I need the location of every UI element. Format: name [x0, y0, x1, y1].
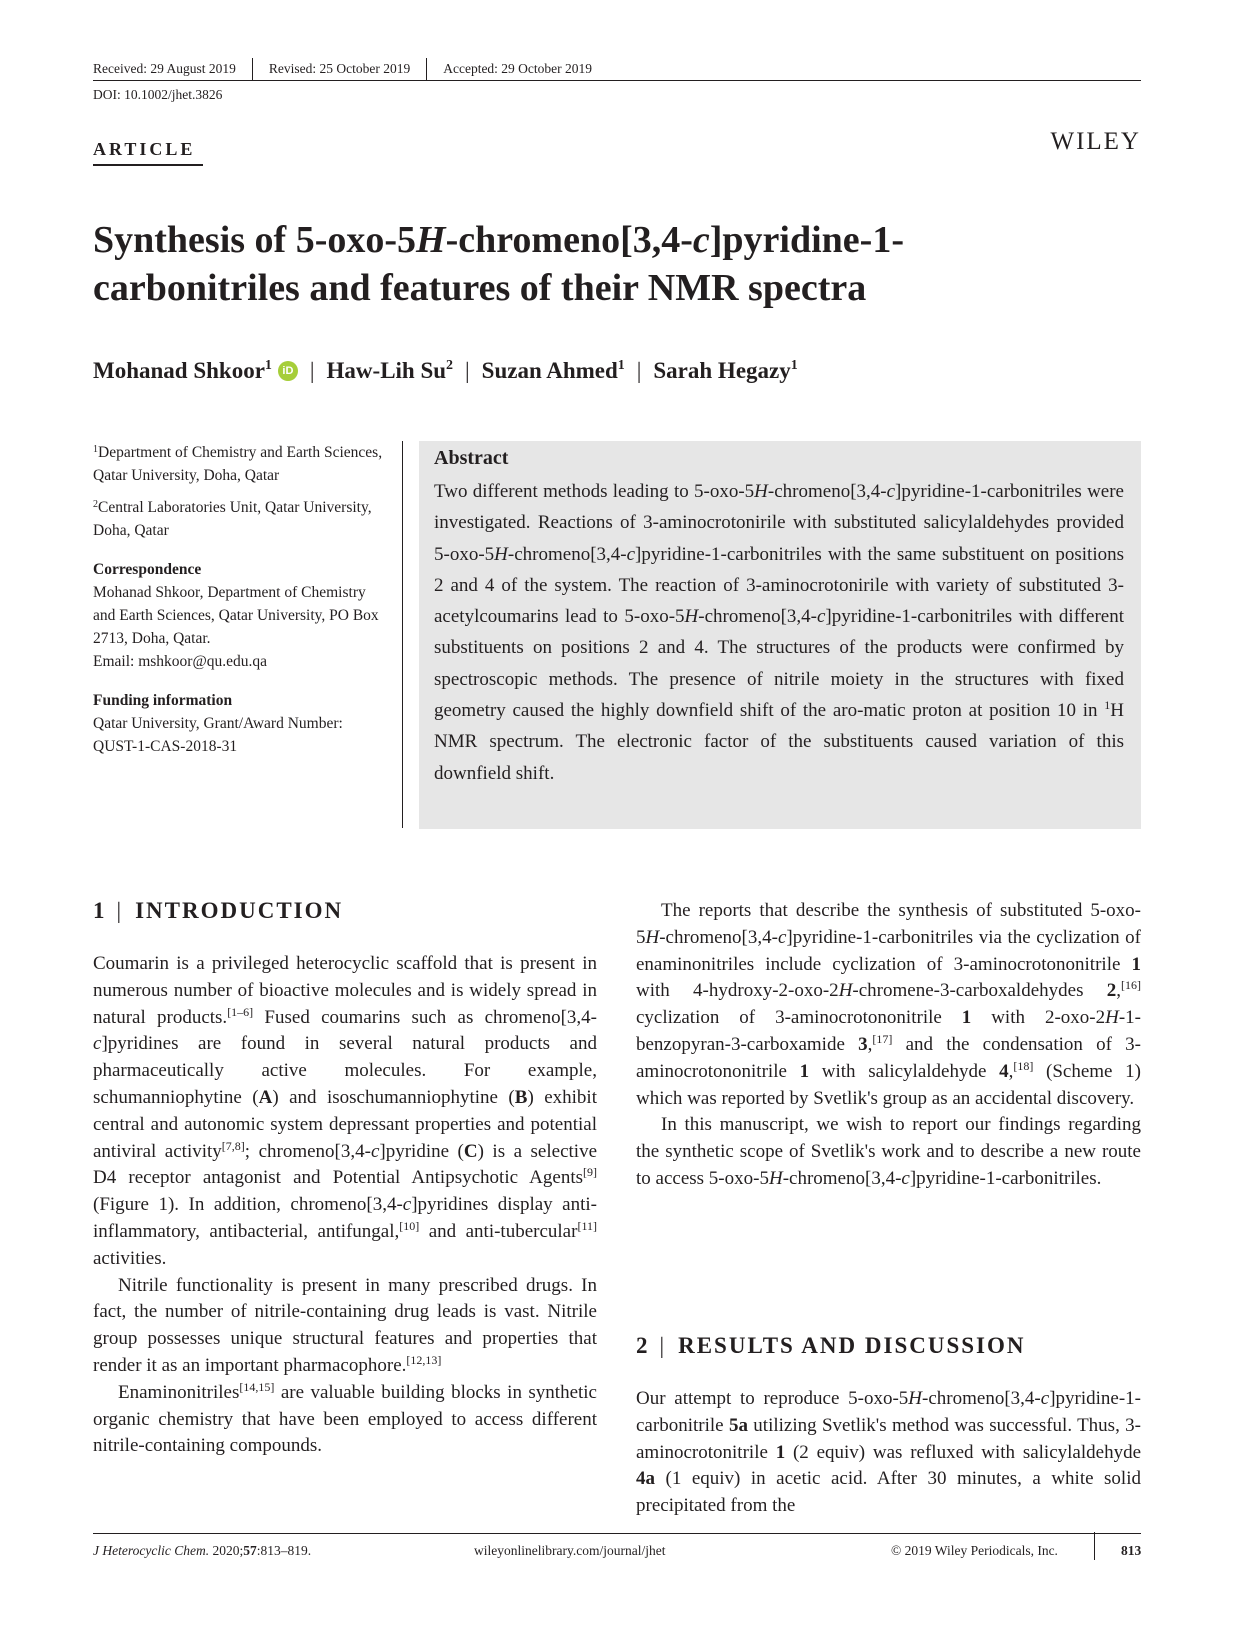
publisher-logo: WILEY [1050, 128, 1141, 155]
section-heading-results: 2 | RESULTS AND DISCUSSION [636, 1333, 1026, 1358]
author[interactable]: Mohanad Shkoor$^1$ [93, 358, 272, 383]
paragraph: Nitrile functionality is present in many prescribed drugs. In fact, the number of nitrile-containing drug leads is vast. Nitrile group possesses unique structural features and properties that render it as an important pharmacophore.[12,13] [93, 1274, 597, 1376]
received-date: Received: 29 August 2019 [93, 61, 236, 76]
paragraph: Our attempt to reproduce 5-oxo-5H-chromeno[3,4-c]pyridine-1-carbonitrile 5a utilizing Svetlik's method was successful. Thus, 3-aminocrotonitrile 1 (2 equiv) was refluxed with salicylaldehyde 4a (1 equiv) in acetic acid. After 30 minutes, a white solid precipitated from the [636, 1388, 1142, 1517]
affiliation: $^1$Department of Chemistry and Earth Sciences, Qatar University, Doha, Qatar [93, 444, 383, 484]
paragraph: Enaminonitriles[14,15] are valuable building blocks in synthetic organic chemistry that have been employed to access different nitrile-containing compounds. [93, 1379, 597, 1457]
footer-divider [1094, 1532, 1095, 1560]
article-dates [93, 58, 592, 80]
paragraph: In this manuscript, we wish to report our findings regarding the synthetic scope of Svetlik's work and to describe a new route to access 5-oxo-5H-chromeno[3,4-c]pyridine-1-carbonitriles. [636, 1114, 1141, 1189]
divider [252, 58, 253, 80]
orcid-icon[interactable]: iD [278, 361, 298, 381]
article-type-underline [93, 164, 203, 166]
divider [426, 58, 427, 80]
paragraph: The reports that describe the synthesis of substituted 5-oxo-5H-chromeno[3,4-c]pyridine-1-carbonitriles via the cyclization of enaminonitriles include cyclization of 3-aminocrotononitrile 1 with 4-hydroxy-2-oxo-2H-chromene-3-carboxaldehydes 2,[16] cyclization of 3-aminocrotononitrile 1 with 2-oxo-2H-1-benzopyran-3-carboxamide 3,[17] and the condensation of 3-aminocrotononitrile 1 with salicylaldehyde 4,[18] (Scheme 1) which was reported by Svetlik's group as an accidental discovery. [636, 900, 1141, 1109]
correspondence-heading: Correspondence [93, 561, 202, 578]
author-separator: | [309, 358, 315, 383]
author-list [93, 358, 798, 384]
footer-rule [93, 1533, 1141, 1534]
info-divider [402, 441, 403, 828]
abstract-text: Two different methods leading to 5-oxo-5H-chromeno[3,4-c]pyridine-1-carbonitriles were investigated. Reactions of 3-aminocrotonirile with substituted salicylaldehydes provided 5-oxo-5H-chromeno[3,4-c]pyridine-1-carbonitriles with the same substituent on positions 2 and 4 of the system. The reaction of 3-aminocrotonirile with variety of substituted 3-acetylcoumarins lead to 5-oxo-5H-chromeno[3,4-c]pyridine-1-carbonitriles with different substituents on positions 2 and 4. The structures of the products were confirmed by spectroscopic methods. The presence of nitrile moiety in the structures with fixed geometry caused the highly downfield shift of the aro-matic proton at position 10 in $^1$H NMR spectrum. The electronic factor of the substituents caused variation of this downfield shift. [434, 481, 1124, 784]
header-rule [93, 80, 1141, 81]
section-heading-introduction: 1 | INTRODUCTION [93, 898, 344, 923]
correspondence-email[interactable]: Email: mshkoor@qu.edu.qa [93, 653, 267, 670]
funding-heading: Funding information [93, 692, 233, 709]
copyright: © 2019 Wiley Periodicals, Inc. [891, 1543, 1058, 1558]
body-column-right [636, 898, 1141, 1193]
page-number: 813 [1121, 1543, 1142, 1558]
doi: DOI: 10.1002/jhet.3826 [93, 87, 223, 102]
author[interactable]: Haw-Lih Su$^2$ [326, 358, 454, 383]
article-type-label: ARTICLE [93, 139, 196, 159]
abstract-heading: Abstract [434, 447, 509, 469]
accepted-date: Accepted: 29 October 2019 [443, 61, 593, 76]
results-text [636, 1386, 1141, 1520]
paragraph: Coumarin is a privileged heterocyclic scaffold that is present in numerous number of bioactive molecules and is widely spread in natural products.[1–6] Fused coumarins such as chromeno[3,4-c]pyridines are found in several natural products and pharmaceutically active molecules. For example, schumanniophytine (A) and isoschumanniophytine (B) exhibit central and autonomic system depressant properties and potential antiviral activity[7,8]; chromeno[3,4-c]pyridine (C) is a selective D4 receptor antagonist and Potential Antipsychotic Agents[9] (Figure 1). In addition, chromeno[3,4-c]pyridines display anti-inflammatory, antibacterial, antifungal,[10] and anti-tubercular[11] activities. [93, 953, 598, 1269]
affiliation: $^2$Central Laboratories Unit, Qatar University, Doha, Qatar [93, 499, 372, 539]
author[interactable]: Sarah Hegazy$^1$ [653, 358, 798, 383]
revised-date: Revised: 25 October 2019 [268, 61, 411, 76]
paper-title: Synthesis of 5-oxo-5H-chromeno[3,4-c]pyridine-1- carbonitriles and features of their NMR spectra [93, 219, 904, 309]
body-column-left [93, 951, 597, 1460]
author[interactable]: Suzan Ahmed$^1$ [481, 358, 625, 383]
funding-text: Qatar University, Grant/Award Number: QUST-1-CAS-2018-31 [93, 715, 343, 755]
correspondence-text: Mohanad Shkoor, Department of Chemistry and Earth Sciences, Qatar University, PO Box 2713, Doha, Qatar. [93, 584, 379, 647]
article-info [93, 438, 388, 758]
author-separator: | [636, 358, 642, 383]
journal-url[interactable]: wileyonlinelibrary.com/journal/jhet [474, 1543, 666, 1558]
author-separator: | [465, 358, 470, 383]
journal-citation: J Heterocyclic Chem. 2020;57:813–819. [93, 1543, 312, 1558]
